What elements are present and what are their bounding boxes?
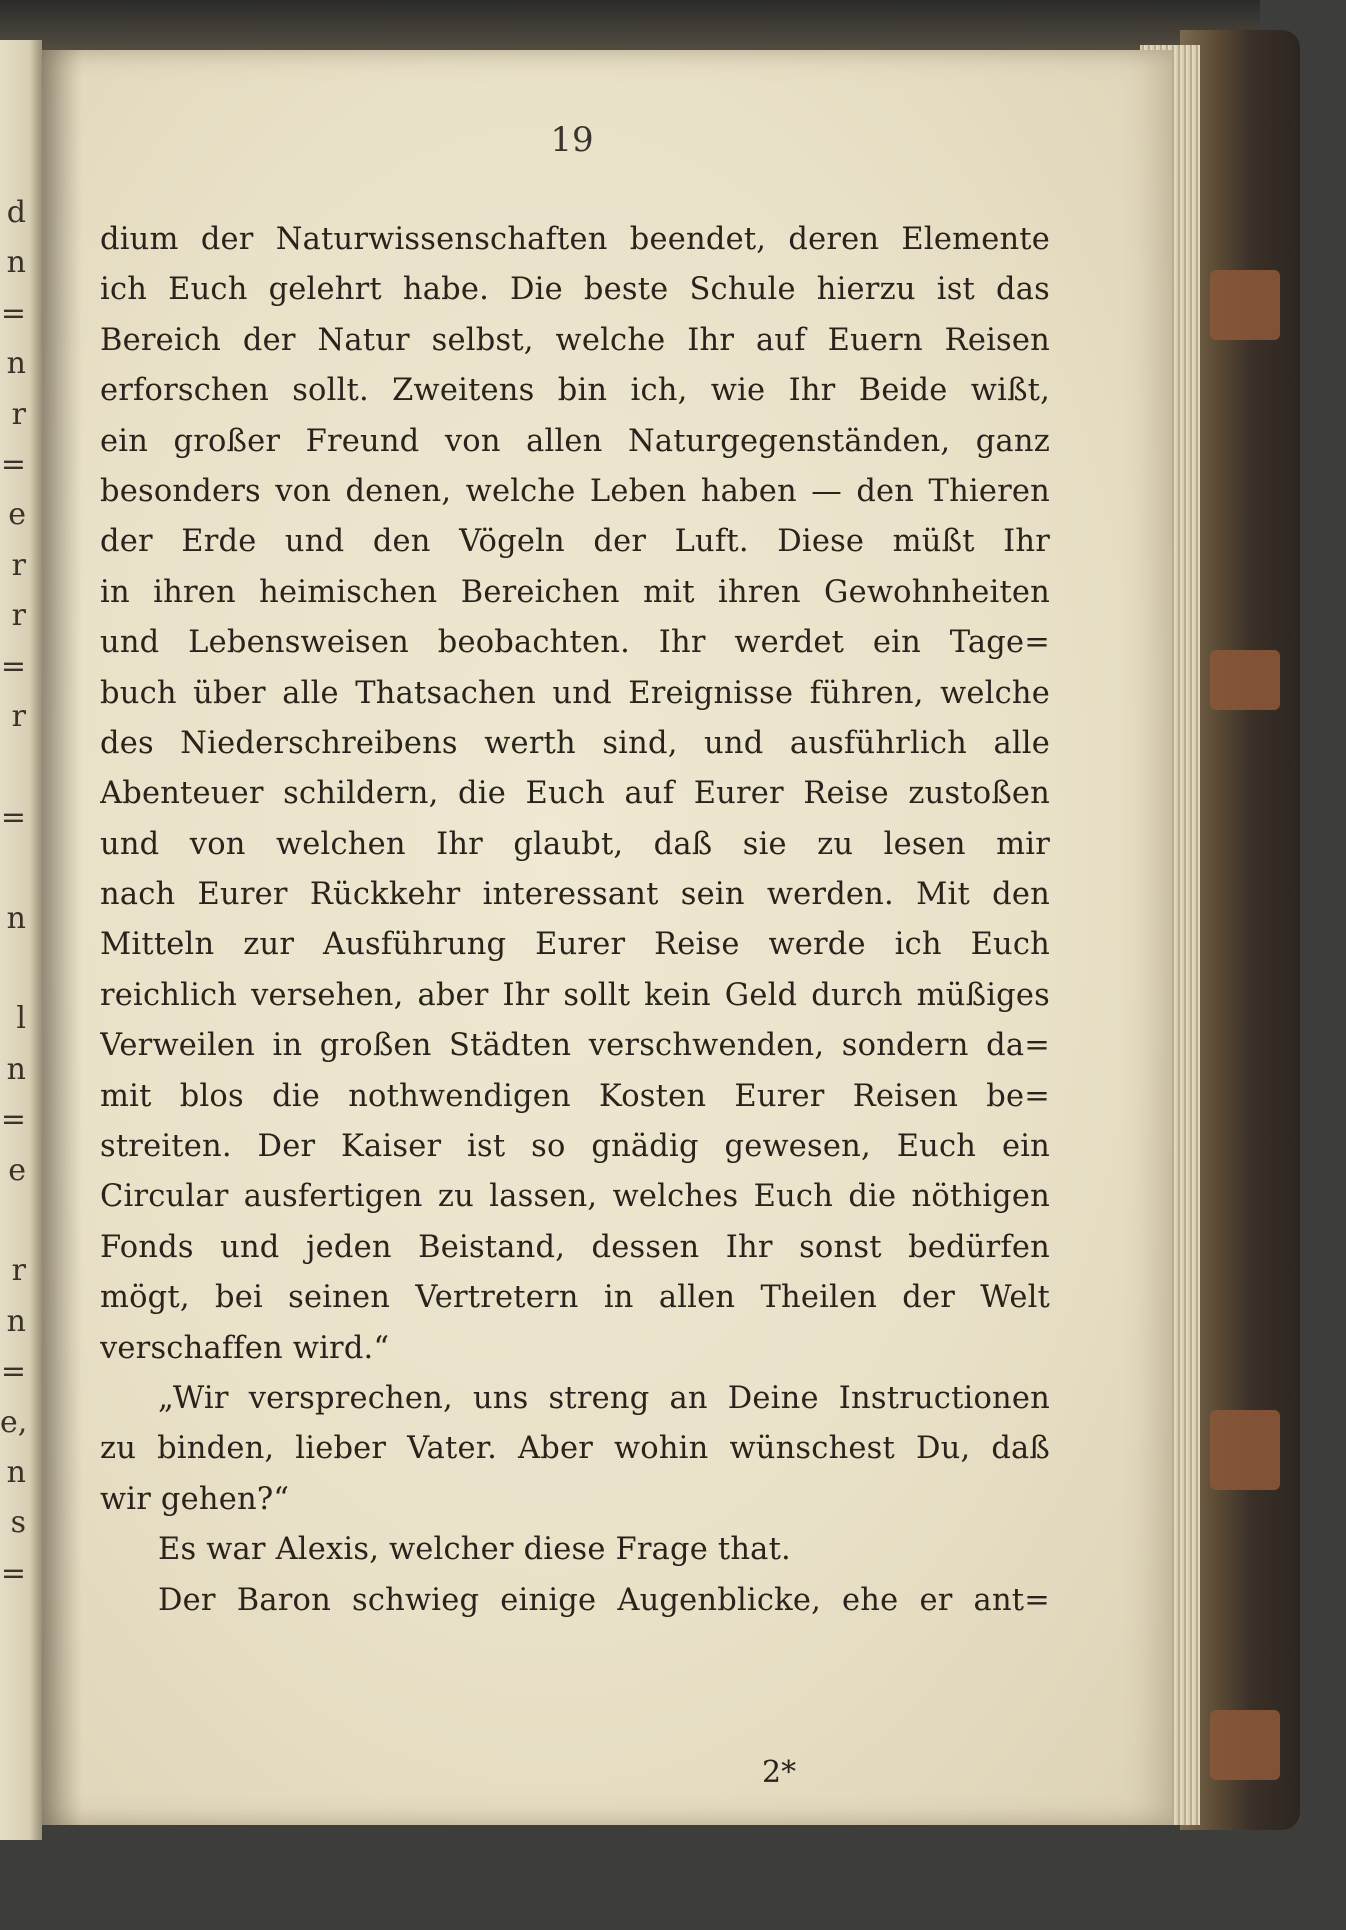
text-line: dium der Naturwissenschaften beendet, deren Elemente bbox=[100, 222, 1050, 257]
text-line: Fonds und jeden Beistand, dessen Ihr sonst bedürfen bbox=[100, 1229, 1050, 1265]
text-line: erforschen sollt. Zweitens bin ich, wie Ihr Beide wißt, bbox=[100, 373, 1050, 409]
facing-page-glyph: e bbox=[8, 497, 26, 533]
facing-page-glyph: = bbox=[0, 1555, 26, 1591]
facing-page-glyph: = bbox=[0, 799, 26, 835]
text-line: Bereich der Natur selbst, welche Ihr auf Euern Reisen bbox=[100, 322, 1050, 358]
facing-page-glyph: r bbox=[11, 699, 26, 734]
worn-leather-patch bbox=[1210, 650, 1280, 710]
facing-page-glyph: d bbox=[6, 195, 26, 230]
text-line: streiten. Der Kaiser ist so gnädig gewesen, Euch ein bbox=[100, 1129, 1050, 1165]
facing-page-glyph: = bbox=[0, 295, 26, 331]
facing-page-glyph: = bbox=[0, 1102, 26, 1138]
facing-page-glyph: l bbox=[16, 1001, 26, 1037]
page-number: 19 bbox=[550, 120, 594, 160]
facing-page-glyph: r bbox=[11, 547, 26, 583]
text-line: buch über alle Thatsachen und Ereignisse führen, welche bbox=[100, 675, 1050, 711]
facing-page-glyph: n bbox=[6, 346, 26, 382]
worn-leather-patch bbox=[1210, 1710, 1280, 1780]
text-line: mit blos die nothwendigen Kosten Eurer Reisen be= bbox=[100, 1078, 1050, 1114]
text-line: Der Baron schwieg einige Augenblicke, ehe er ant= bbox=[158, 1582, 1050, 1618]
facing-page-glyph: r bbox=[11, 598, 26, 634]
printer-signature-mark: 2* bbox=[762, 1755, 797, 1790]
text-line: zu binden, lieber Vater. Aber wohin wünschest Du, daß bbox=[100, 1431, 1050, 1467]
body-text bbox=[100, 215, 1050, 1626]
text-line: Mitteln zur Ausführung Eurer Reise werde ich Euch bbox=[100, 927, 1050, 963]
text-line: ich Euch gelehrt habe. Die beste Schule hierzu ist das bbox=[100, 272, 1050, 308]
text-line: nach Eurer Rückkehr interessant sein werden. Mit den bbox=[100, 877, 1050, 913]
worn-leather-patch bbox=[1210, 1410, 1280, 1490]
facing-page-glyph: s bbox=[10, 1505, 26, 1541]
facing-page-glyph: e bbox=[8, 1152, 26, 1188]
text-line: und Lebensweisen beobachten. Ihr werdet ein Tage= bbox=[100, 625, 1050, 661]
facing-page-glyph: r bbox=[11, 396, 26, 432]
text-line: und von welchen Ihr glaubt, daß sie zu lesen mir bbox=[100, 826, 1050, 862]
text-line: Abenteuer schildern, die Euch auf Eurer Reise zustoßen bbox=[100, 776, 1050, 812]
text-line: in ihren heimischen Bereichen mit ihren Gewohnheiten bbox=[100, 574, 1050, 610]
text-line: reichlich versehen, aber Ihr sollt kein Geld durch müßiges bbox=[100, 977, 1050, 1013]
worn-leather-patch bbox=[1210, 270, 1280, 340]
text-line: verschaffen wird.“ bbox=[100, 1330, 390, 1366]
text-line: der Erde und den Vögeln der Luft. Diese müßt Ihr bbox=[100, 524, 1050, 560]
text-line: besonders von denen, welche Leben haben — den Thieren bbox=[100, 473, 1050, 509]
text-line: wir gehen?“ bbox=[100, 1481, 290, 1517]
facing-page-glyph: = bbox=[0, 1354, 26, 1390]
facing-page-glyph: n bbox=[6, 1455, 26, 1490]
gutter-shadow bbox=[42, 50, 82, 1825]
text-line: Circular ausfertigen zu lassen, welches Euch die nöthigen bbox=[100, 1179, 1050, 1215]
book-page bbox=[42, 50, 1172, 1825]
facing-page-glyph: e, bbox=[0, 1404, 28, 1440]
text-line: Es war Alexis, welcher diese Frage that. bbox=[158, 1532, 791, 1568]
text-line: ein großer Freund von allen Naturgegenständen, ganz bbox=[100, 423, 1050, 459]
facing-page-glyph: r bbox=[11, 1253, 26, 1289]
facing-page-glyph: = bbox=[0, 648, 26, 684]
facing-page-glyph: n bbox=[6, 1303, 26, 1339]
text-line: Verweilen in großen Städten verschwenden, sondern da= bbox=[100, 1028, 1050, 1064]
facing-page-fragment bbox=[0, 40, 42, 1840]
text-line: mögt, bei seinen Vertretern in allen Theilen der Welt bbox=[100, 1280, 1050, 1316]
text-line: „Wir versprechen, uns streng an Deine Instructionen bbox=[158, 1380, 1050, 1416]
text-line: des Niederschreibens werth sind, und ausführlich alle bbox=[100, 725, 1050, 761]
facing-page-glyph: n bbox=[6, 245, 26, 281]
facing-page-glyph: = bbox=[0, 447, 26, 482]
facing-page-glyph: n bbox=[6, 1051, 26, 1087]
facing-page-glyph: n bbox=[6, 900, 26, 936]
